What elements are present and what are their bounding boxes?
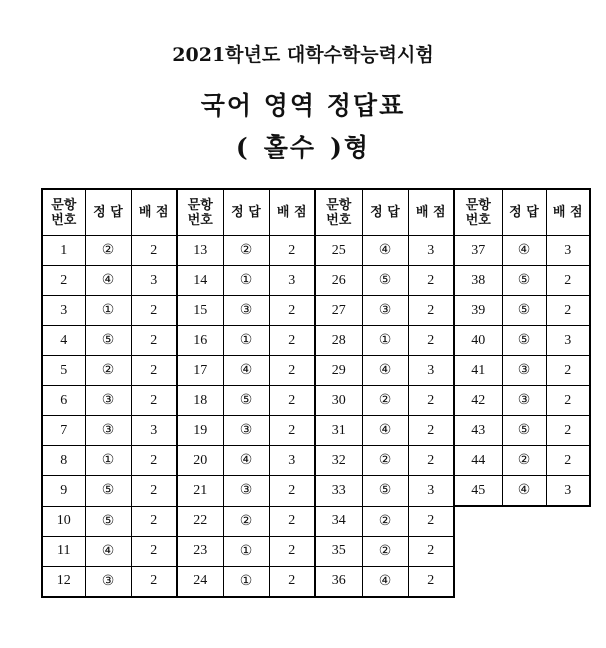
answer-cell: ①	[85, 446, 131, 476]
question-number: 18	[177, 386, 223, 416]
answer-cell: ①	[223, 566, 269, 597]
points-cell: 2	[546, 356, 590, 386]
question-number: 33	[315, 476, 362, 507]
points-cell: 2	[408, 326, 454, 356]
empty-cell	[454, 566, 502, 597]
header-answer: 정 답	[502, 189, 546, 236]
header-points: 배 점	[546, 189, 590, 236]
answer-cell: ⑤	[85, 476, 131, 507]
points-cell: 2	[408, 266, 454, 296]
question-number: 21	[177, 476, 223, 507]
answer-cell: ①	[223, 326, 269, 356]
empty-cell	[546, 506, 590, 536]
question-number: 41	[454, 356, 502, 386]
empty-cell	[454, 506, 502, 536]
question-number: 1	[42, 236, 85, 266]
table-row	[42, 566, 590, 597]
answer-cell: ②	[85, 356, 131, 386]
answer-table-body	[42, 189, 590, 597]
question-number: 27	[315, 296, 362, 326]
question-number: 32	[315, 446, 362, 476]
answer-cell: ⑤	[362, 266, 408, 296]
answer-cell: ⑤	[85, 506, 131, 536]
table-row	[42, 326, 590, 356]
answer-cell: ③	[362, 296, 408, 326]
points-cell: 2	[546, 266, 590, 296]
question-number: 44	[454, 446, 502, 476]
points-cell: 2	[131, 506, 177, 536]
question-number: 5	[42, 356, 85, 386]
table-row	[42, 266, 590, 296]
points-cell: 2	[269, 506, 315, 536]
question-number: 11	[42, 536, 85, 566]
answer-cell: ④	[223, 356, 269, 386]
answer-cell: ⑤	[502, 416, 546, 446]
question-number: 16	[177, 326, 223, 356]
header-row	[42, 189, 590, 236]
answer-cell: ②	[362, 506, 408, 536]
table-row	[42, 386, 590, 416]
points-cell: 2	[546, 386, 590, 416]
points-cell: 2	[408, 416, 454, 446]
points-cell: 2	[269, 566, 315, 597]
empty-cell	[454, 536, 502, 566]
answer-cell: ②	[362, 446, 408, 476]
points-cell: 2	[546, 296, 590, 326]
points-cell: 2	[269, 326, 315, 356]
exam-type-label: 홀수	[263, 133, 317, 162]
question-number: 20	[177, 446, 223, 476]
points-cell: 3	[269, 266, 315, 296]
answer-cell: ⑤	[502, 296, 546, 326]
points-cell: 2	[408, 296, 454, 326]
question-number: 43	[454, 416, 502, 446]
question-number: 10	[42, 506, 85, 536]
points-cell: 2	[269, 536, 315, 566]
question-number: 12	[42, 566, 85, 597]
answer-cell: ②	[362, 386, 408, 416]
points-cell: 2	[131, 386, 177, 416]
points-cell: 2	[408, 386, 454, 416]
answer-cell: ③	[223, 476, 269, 507]
answer-cell: ①	[362, 326, 408, 356]
header-question-number-line: 문항	[326, 197, 352, 213]
header-points: 배 점	[408, 189, 454, 236]
table-row	[42, 536, 590, 566]
answer-cell: ②	[362, 536, 408, 566]
points-cell: 2	[269, 236, 315, 266]
header-question-number-line: 번호	[187, 212, 213, 228]
answer-cell: ④	[362, 356, 408, 386]
header-answer: 정 답	[223, 189, 269, 236]
points-cell: 2	[131, 236, 177, 266]
question-number: 37	[454, 236, 502, 266]
header-points: 배 점	[131, 189, 177, 236]
answer-cell: ①	[223, 266, 269, 296]
points-cell: 2	[546, 416, 590, 446]
header-question-number	[454, 189, 502, 236]
question-number: 25	[315, 236, 362, 266]
answer-cell: ①	[85, 296, 131, 326]
question-number: 22	[177, 506, 223, 536]
points-cell: 2	[408, 506, 454, 536]
points-cell: 3	[131, 416, 177, 446]
points-cell: 2	[408, 446, 454, 476]
question-number: 30	[315, 386, 362, 416]
points-cell: 2	[408, 566, 454, 597]
header-question-number	[42, 189, 85, 236]
question-number: 38	[454, 266, 502, 296]
points-cell: 3	[546, 326, 590, 356]
empty-cell	[546, 566, 590, 597]
table-row	[42, 296, 590, 326]
answer-cell: ③	[223, 296, 269, 326]
empty-cell	[502, 566, 546, 597]
table-row	[42, 476, 590, 507]
table-row	[42, 506, 590, 536]
points-cell: 2	[269, 386, 315, 416]
answer-cell: ④	[502, 236, 546, 266]
answer-cell: ④	[362, 566, 408, 597]
empty-cell	[502, 536, 546, 566]
answer-cell: ②	[502, 446, 546, 476]
question-number: 35	[315, 536, 362, 566]
question-number: 14	[177, 266, 223, 296]
answer-cell: ③	[85, 416, 131, 446]
answer-cell: ②	[223, 506, 269, 536]
exam-type-open: (	[235, 133, 250, 162]
question-number: 4	[42, 326, 85, 356]
question-number: 8	[42, 446, 85, 476]
points-cell: 3	[546, 476, 590, 507]
question-number: 19	[177, 416, 223, 446]
question-number: 6	[42, 386, 85, 416]
question-number: 15	[177, 296, 223, 326]
points-cell: 3	[408, 236, 454, 266]
exam-type-close: )형	[330, 133, 371, 162]
exam-title: 2021학년도 대학수학능력시험	[172, 44, 434, 66]
question-number: 9	[42, 476, 85, 507]
points-cell: 2	[546, 446, 590, 476]
answer-cell: ⑤	[362, 476, 408, 507]
empty-cell	[546, 536, 590, 566]
answer-table	[41, 188, 591, 598]
header-question-number-line: 번호	[465, 212, 491, 228]
header-question-number	[177, 189, 223, 236]
table-row	[42, 416, 590, 446]
header-question-number-line: 번호	[51, 212, 77, 228]
header-question-number-line: 문항	[465, 197, 491, 213]
question-number: 39	[454, 296, 502, 326]
header-answer: 정 답	[362, 189, 408, 236]
answer-cell: ⑤	[502, 266, 546, 296]
question-number: 29	[315, 356, 362, 386]
subject-title: 국어 영역 정답표	[200, 91, 406, 120]
question-number: 45	[454, 476, 502, 507]
question-number: 23	[177, 536, 223, 566]
points-cell: 2	[131, 536, 177, 566]
points-cell: 2	[269, 356, 315, 386]
header-question-number-line: 번호	[326, 212, 352, 228]
question-number: 34	[315, 506, 362, 536]
points-cell: 2	[408, 536, 454, 566]
answer-cell: ③	[502, 356, 546, 386]
points-cell: 2	[131, 566, 177, 597]
question-number: 13	[177, 236, 223, 266]
question-number: 7	[42, 416, 85, 446]
answer-cell: ④	[362, 416, 408, 446]
points-cell: 2	[131, 446, 177, 476]
header-question-number	[315, 189, 362, 236]
question-number: 3	[42, 296, 85, 326]
answer-cell: ③	[502, 386, 546, 416]
points-cell: 2	[131, 326, 177, 356]
answer-cell: ②	[85, 236, 131, 266]
header-question-number-line: 문항	[51, 197, 77, 213]
points-cell: 2	[269, 476, 315, 507]
answer-cell: ⑤	[223, 386, 269, 416]
question-number: 24	[177, 566, 223, 597]
answer-cell: ①	[223, 536, 269, 566]
answer-cell: ②	[223, 236, 269, 266]
answer-cell: ③	[85, 386, 131, 416]
points-cell: 3	[131, 266, 177, 296]
answer-cell: ③	[85, 566, 131, 597]
question-number: 36	[315, 566, 362, 597]
question-number: 2	[42, 266, 85, 296]
points-cell: 2	[131, 476, 177, 507]
table-row	[42, 236, 590, 266]
question-number: 26	[315, 266, 362, 296]
table-row	[42, 446, 590, 476]
answer-cell: ④	[362, 236, 408, 266]
answer-cell: ④	[502, 476, 546, 507]
answer-cell: ⑤	[502, 326, 546, 356]
points-cell: 3	[269, 446, 315, 476]
answer-cell: ④	[223, 446, 269, 476]
points-cell: 2	[269, 296, 315, 326]
points-cell: 2	[269, 416, 315, 446]
question-number: 40	[454, 326, 502, 356]
points-cell: 3	[546, 236, 590, 266]
points-cell: 2	[131, 356, 177, 386]
header-answer: 정 답	[85, 189, 131, 236]
answer-cell: ⑤	[85, 326, 131, 356]
question-number: 17	[177, 356, 223, 386]
points-cell: 2	[131, 296, 177, 326]
exam-type	[0, 128, 606, 164]
points-cell: 3	[408, 476, 454, 507]
empty-cell	[502, 506, 546, 536]
header-question-number-line: 문항	[187, 197, 213, 213]
header-points: 배 점	[269, 189, 315, 236]
answer-cell: ④	[85, 266, 131, 296]
answer-cell: ④	[85, 536, 131, 566]
points-cell: 3	[408, 356, 454, 386]
question-number: 42	[454, 386, 502, 416]
question-number: 28	[315, 326, 362, 356]
answer-cell: ③	[223, 416, 269, 446]
table-row	[42, 356, 590, 386]
question-number: 31	[315, 416, 362, 446]
